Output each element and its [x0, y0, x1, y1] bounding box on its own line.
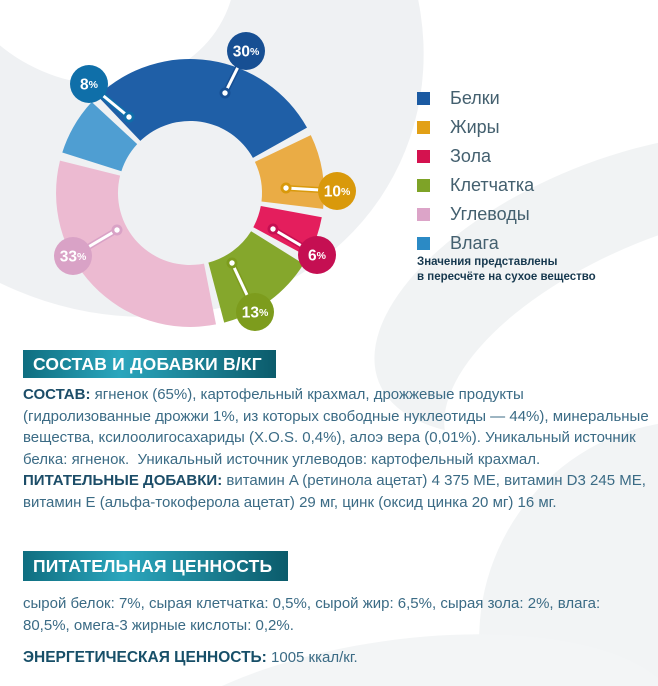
legend-label: Клетчатка	[450, 175, 535, 195]
additives-value: витамин A (ретинола ацетат) 4 375 МЕ, витамин D3 245 МЕ, витамин E (альфа-токоферола ацетат) 29 мг, цинк (оксид цинка 20 мг) 16 мг.	[23, 472, 646, 511]
legend-swatch	[417, 179, 430, 192]
composition-text	[23, 384, 651, 513]
callout-dot-inner	[270, 226, 275, 231]
legend-item	[417, 171, 534, 200]
callout-dot-inner	[114, 227, 119, 232]
callout-percentage-label: 30%	[232, 43, 260, 61]
note-line: Значения представлены	[417, 256, 558, 268]
legend-swatch	[417, 92, 430, 105]
nutrient-donut-chart	[0, 0, 380, 362]
callout-percentage-label: 10%	[323, 183, 351, 201]
callout-percentage-label: 33%	[59, 248, 87, 266]
legend-item	[417, 113, 534, 142]
legend-item	[417, 229, 534, 258]
energy-value-line	[23, 647, 638, 669]
dry-matter-note	[417, 255, 596, 285]
callout-dot-inner	[126, 114, 131, 119]
composition-section-header	[23, 350, 276, 378]
legend-item	[417, 84, 534, 113]
callout-dot-inner	[283, 185, 288, 190]
legend-label: Жиры	[450, 117, 500, 137]
legend-label: Белки	[450, 88, 500, 108]
legend-swatch	[417, 237, 430, 250]
nutrition-values-text	[23, 593, 638, 636]
legend-swatch	[417, 121, 430, 134]
section-header-label: СОСТАВ И ДОБАВКИ В/КГ	[33, 353, 262, 374]
energy-label: ЭНЕРГЕТИЧЕСКАЯ ЦЕННОСТЬ:	[23, 649, 267, 666]
energy-value: 1005 ккал/кг.	[266, 649, 358, 666]
composition-label: СОСТАВ:	[23, 386, 91, 403]
legend-swatch	[417, 208, 430, 221]
section-header-label: ПИТАТЕЛЬНАЯ ЦЕННОСТЬ	[33, 555, 273, 576]
composition-value: ягненок (65%), картофельный крахмал, дрожжевые продукты (гидролизованные дрожжи 1%, из которых свободные нуклеотиды — 44%), минеральные вещества, ксилоолигосахариды (X.O.S. 0,4%), алоэ вера (0,01%). Уникальный источник белка: ягненок. Уникальный источник углеводов: картофельный крахмал.	[23, 386, 649, 468]
legend-item	[417, 200, 534, 229]
additives-label: ПИТАТЕЛЬНЫЕ ДОБАВКИ:	[23, 472, 223, 489]
callout-percentage-label: 8%	[80, 76, 98, 94]
callout-percentage-label: 13%	[241, 304, 269, 322]
callout-percentage-label: 6%	[308, 247, 326, 265]
legend-swatch	[417, 150, 430, 163]
callout-dot-inner	[229, 260, 234, 265]
legend-item	[417, 142, 534, 171]
legend-label: Углеводы	[450, 204, 530, 224]
chart-legend	[417, 84, 534, 258]
callout-dot-inner	[222, 90, 227, 95]
nutrition-section-header	[23, 551, 288, 581]
legend-label: Зола	[450, 146, 492, 166]
nutrition-values: сырой белок: 7%, сырая клетчатка: 0,5%, сырой жир: 6,5%, сырая зола: 2%, влага: 80,5%, омега-3 жирные кислоты: 0,2%.	[23, 595, 601, 634]
legend-label: Влага	[450, 233, 499, 253]
note-line: в пересчёте на сухое вещество	[417, 271, 596, 283]
